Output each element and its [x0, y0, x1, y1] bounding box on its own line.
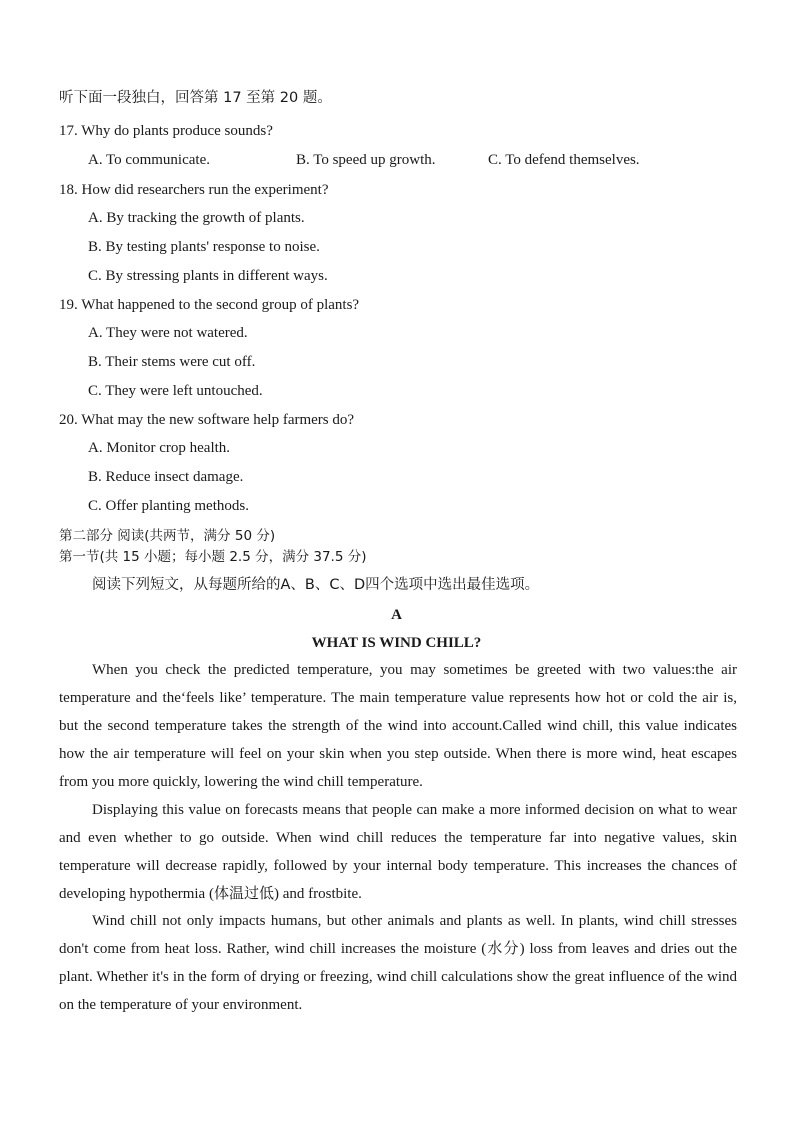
question-17-option-c: C. To defend themselves. — [488, 152, 640, 168]
question-19-option-b: B. Their stems were cut off. — [88, 354, 256, 370]
section-one-heading: 第一节(共 15 小题；每小题 2.5 分，满分 37.5 分) — [59, 549, 367, 565]
passage-letter: A — [391, 607, 402, 623]
passage-paragraph-2: Displaying this value on forecasts means that people can make a more informed decision on what to wear and even whether to go outside. When wind chill reduces the temperature far into negative values, skin temperature will decrease rapidly, followed by your internal body temperature. This increases the chances of developing hypothermia (体温过低) and frostbite. — [59, 802, 737, 902]
question-18-stem: 18. How did researchers run the experiment? — [59, 182, 329, 198]
question-19-option-a: A. They were not watered. — [88, 325, 248, 341]
question-18-option-c: C. By stressing plants in different ways. — [88, 268, 328, 284]
question-17-option-a: A. To communicate. — [88, 152, 210, 168]
question-17-stem: 17. Why do plants produce sounds? — [59, 123, 273, 139]
question-19-option-c: C. They were left untouched. — [88, 383, 263, 399]
listening-section-intro: 听下面一段独白，回答第 17 至第 20 题。 — [59, 90, 332, 106]
question-17-option-b: B. To speed up growth. — [296, 152, 436, 168]
passage-paragraph-3: Wind chill not only impacts humans, but other animals and plants as well. In plants, wind chill stresses don't come from heat loss. Rather, wind chill increases the moisture (水分) loss from leaves and dries out the plant. Whether it's in the form of drying or freezing, wind chill calculations show the great influence of the wind on the temperature of your environment. — [59, 913, 737, 1013]
question-20-option-c: C. Offer planting methods. — [88, 498, 249, 514]
part-two-heading: 第二部分 阅读(共两节，满分 50 分) — [59, 528, 276, 544]
question-18-option-a: A. By tracking the growth of plants. — [88, 210, 305, 226]
passage-paragraph-1: When you check the predicted temperature, you may sometimes be greeted with two values:the air temperature and the‘feels like’ temperature. The main temperature value represents how hot or cold the air is, but the second temperature takes the strength of the wind into account.Called wind chill, this value indicates how the air temperature will feel on your skin when you step outside. When there is more wind, heat escapes from you more quickly, lowering the wind chill temperature. — [59, 662, 737, 790]
question-18-option-b: B. By testing plants' response to noise. — [88, 239, 320, 255]
question-20-option-b: B. Reduce insect damage. — [88, 469, 244, 485]
question-20-stem: 20. What may the new software help farmers do? — [59, 412, 355, 428]
passage-title: WHAT IS WIND CHILL? — [311, 635, 482, 651]
reading-instruction: 阅读下列短文，从每题所给的A、B、C、D四个选项中选出最佳选项。 — [92, 577, 540, 593]
question-19-stem: 19. What happened to the second group of plants? — [59, 297, 360, 313]
question-20-option-a: A. Monitor crop health. — [88, 440, 231, 456]
